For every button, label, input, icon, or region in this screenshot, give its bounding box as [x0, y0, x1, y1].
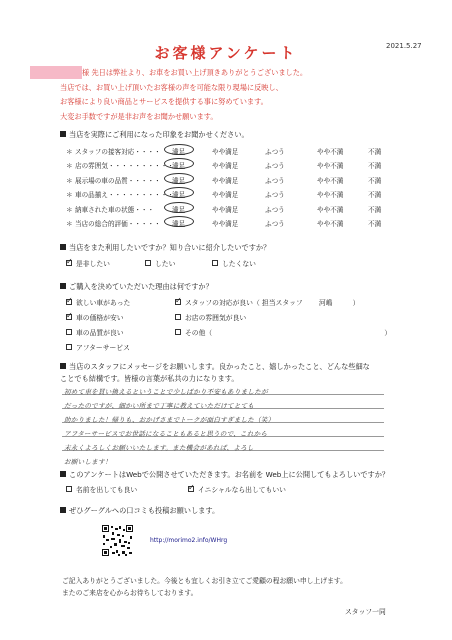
rating-option[interactable]: やや満足 — [212, 148, 239, 156]
selected-circle-icon — [164, 173, 194, 184]
qr-module — [118, 554, 120, 556]
qr-module — [102, 531, 109, 532]
qr-module — [126, 531, 133, 532]
rating-option[interactable]: 不満 — [368, 220, 382, 228]
greeting-line: お客様により良い商品とサービスを提供する事に努めています。 — [60, 97, 268, 106]
rating-option[interactable]: 満足 — [172, 148, 186, 156]
rating-row — [66, 218, 446, 230]
rating-option[interactable]: ふつう — [265, 191, 285, 200]
option-label: その他（ — [185, 329, 213, 337]
reason-after-service[interactable] — [66, 342, 130, 352]
qr-module — [122, 535, 124, 537]
checkbox[interactable] — [66, 329, 72, 335]
option-label: お店の雰囲気が良い — [185, 314, 247, 322]
rating-option[interactable]: 不満 — [368, 191, 382, 200]
qr-module — [115, 528, 118, 530]
qr-module — [103, 535, 105, 538]
footer-signature: スタッフ一同 — [345, 608, 386, 616]
qr-module — [104, 527, 107, 530]
rating-option[interactable]: やや不満 — [317, 191, 344, 200]
rating-row — [66, 146, 446, 158]
rating-item-label: 当店の総合的評価・・・・・ — [75, 220, 161, 228]
checkbox[interactable]: ✓ — [188, 483, 195, 492]
reason-wanted-car[interactable] — [66, 297, 130, 307]
rating-option[interactable]: 満足 — [172, 205, 186, 214]
qr-module — [129, 552, 132, 554]
rating-option[interactable]: 満足 — [172, 162, 186, 171]
qr-module — [123, 529, 125, 531]
rating-option[interactable]: 不満 — [368, 176, 382, 185]
selected-circle-icon — [164, 216, 194, 227]
reason-low-price[interactable] — [66, 312, 124, 322]
qr-module — [114, 543, 117, 546]
checkbox[interactable]: ✓ — [175, 296, 182, 305]
rating-option[interactable]: やや不満 — [317, 148, 344, 156]
rating-option[interactable]: やや不満 — [317, 220, 344, 228]
rating-row — [66, 175, 446, 187]
rating-option[interactable]: ふつう — [265, 205, 285, 214]
square-bullet-icon — [60, 131, 66, 137]
footer-line: ご記入ありがとうございました。今後とも宜しくお引き立てご愛顧の程お願い申し上げます。 — [62, 577, 347, 585]
rating-row — [66, 204, 446, 216]
rating-option[interactable]: 不満 — [368, 205, 382, 214]
option-label: 車の価格が安い — [76, 314, 124, 322]
qr-module — [119, 526, 121, 529]
question-4-text: 当店のスタッフにメッセージをお願いします。良かったこと、嬉しかったこと、どんな些細な — [69, 362, 370, 371]
question-5-text: このアンケートはWebで公開させていただきます。お名前を Web上に公開してもよろしいですか？ — [69, 470, 390, 479]
handwritten-line: 末永くよろしくお願いいたします。また機会があれば、よろし — [64, 444, 254, 452]
asterisk-icon: ＊ — [66, 191, 73, 200]
rating-option[interactable]: 満足 — [172, 220, 186, 228]
qr-module — [119, 539, 121, 543]
survey-title: お客様アンケート — [154, 44, 298, 62]
question-3 — [60, 282, 213, 292]
option-label: イニシャルなら出してもいい — [198, 486, 286, 494]
qr-module — [104, 551, 107, 554]
question-6-text: ぜひグーグルへの口コミも投稿お願いします。 — [69, 506, 220, 515]
reason-quality[interactable] — [66, 327, 124, 337]
qr-code-icon[interactable] — [102, 525, 133, 556]
qr-module — [117, 534, 120, 536]
option-willing[interactable] — [145, 258, 175, 268]
rating-option[interactable]: 不満 — [368, 148, 382, 156]
checkbox[interactable] — [175, 314, 181, 320]
rating-option[interactable]: ふつう — [265, 176, 285, 185]
rating-option[interactable]: やや不満 — [317, 205, 344, 214]
selected-circle-icon — [164, 144, 194, 155]
question-1-text: 当店を実際にご利用になった印象をお聞かせください。 — [69, 130, 249, 139]
question-4 — [60, 362, 370, 372]
question-1 — [60, 130, 249, 140]
question-4-line2: ことでも結構です。皆様の言葉が私共の力になります。 — [60, 374, 239, 383]
option-label: したい — [155, 260, 176, 268]
staff-name-handwritten: 河嶋 — [318, 299, 333, 307]
qr-module — [112, 552, 115, 554]
checkbox[interactable] — [66, 344, 72, 350]
reason-staff[interactable] — [175, 297, 359, 307]
review-url-link[interactable]: http://morimo2.info/WHrg — [150, 537, 228, 544]
question-6 — [60, 506, 219, 516]
reason-other[interactable] — [175, 327, 391, 337]
option-show-name[interactable] — [66, 484, 137, 494]
qr-module — [102, 555, 109, 556]
rating-option[interactable]: やや満足 — [212, 205, 239, 214]
rating-option[interactable]: やや満足 — [212, 162, 239, 171]
option-label: アフターサービス — [76, 344, 130, 352]
selected-circle-icon — [164, 187, 194, 198]
rating-item-label: 納車された車の状態・・・ — [75, 205, 155, 214]
footer-line: またのご来店を心からお待ちしております。 — [62, 589, 198, 597]
qr-module — [116, 550, 118, 553]
handwritten-line: だったのですが、細かい所まで丁寧に教えていただけてとても — [64, 402, 255, 410]
qr-module — [103, 543, 105, 545]
qr-module — [128, 542, 130, 544]
option-label: スタッフの対応が良い（ 担当スタッフ — [185, 299, 303, 307]
handwritten-line: アフターサービスでお世話になることもあると思うので、これから — [64, 430, 268, 438]
rating-option[interactable]: やや不満 — [317, 162, 344, 171]
rating-option[interactable]: ふつう — [265, 148, 285, 156]
greeting-line: 当店では、お買い上げ頂いたお客様の声を可能な限り現場に反映し、 — [60, 82, 283, 92]
qr-module — [111, 526, 113, 528]
footer-block — [62, 575, 442, 599]
option-label: したくない — [222, 260, 256, 268]
rating-option[interactable]: やや満足 — [212, 220, 239, 228]
greeting-block — [60, 66, 440, 124]
rating-option[interactable]: 不満 — [368, 162, 382, 171]
rating-row — [66, 189, 446, 201]
option-label: 是非したい — [76, 260, 110, 268]
checkbox[interactable] — [66, 486, 72, 492]
square-bullet-icon — [60, 471, 66, 477]
greeting-line: 大変お手数ですが是非お声をお聞かせ願います。 — [60, 111, 218, 121]
square-bullet-icon — [60, 363, 66, 369]
checkbox[interactable] — [175, 329, 181, 335]
question-2 — [60, 243, 270, 253]
option-highly-willing[interactable] — [66, 258, 110, 268]
qr-module — [112, 532, 114, 535]
reason-atmosphere[interactable] — [175, 312, 246, 322]
rating-option[interactable]: 満足 — [172, 191, 186, 200]
rating-option[interactable]: やや満足 — [212, 176, 239, 185]
checkbox[interactable] — [212, 260, 218, 266]
checkbox[interactable] — [145, 260, 151, 266]
option-not-willing[interactable] — [212, 258, 256, 268]
rating-option[interactable]: やや満足 — [212, 191, 239, 200]
qr-module — [125, 554, 127, 556]
qr-module — [121, 545, 125, 547]
option-label: 名前を出しても良い — [76, 486, 138, 494]
qr-module — [128, 527, 131, 530]
option-label: 欲しい車があった — [76, 299, 131, 307]
square-bullet-icon — [60, 244, 66, 250]
rating-option[interactable]: ふつう — [265, 162, 285, 171]
rating-row — [66, 160, 446, 172]
selected-circle-icon — [164, 158, 194, 169]
question-3-text: ご購入を決めていただいた理由は何ですか？ — [69, 282, 213, 291]
rating-item-label: 車の品揃え・・・・・・・・・・ — [75, 191, 174, 200]
square-bullet-icon — [60, 283, 66, 289]
qr-module — [111, 538, 115, 540]
handwritten-line: お願いします！ — [64, 458, 112, 466]
close-paren: ） — [352, 299, 360, 307]
option-initials[interactable] — [188, 484, 286, 494]
rating-option[interactable]: やや不満 — [317, 176, 344, 185]
asterisk-icon: ＊ — [66, 220, 73, 228]
rating-option[interactable]: ふつう — [265, 220, 285, 228]
checkbox[interactable]: ✓ — [66, 311, 73, 320]
asterisk-icon: ＊ — [66, 162, 73, 171]
greeting-line: 様 先日は弊社より、お車をお買い上げ頂きありがとうございました。 — [82, 68, 308, 77]
rating-item-label: 展示場の車の品質・・・・・ — [75, 176, 161, 185]
checkbox[interactable]: ✓ — [66, 296, 73, 305]
survey-date: 2021.5.27 — [386, 42, 422, 50]
asterisk-icon: ＊ — [66, 148, 73, 156]
rating-option[interactable]: 満足 — [172, 176, 186, 185]
close-paren: ） — [384, 329, 392, 337]
question-2-text: 当店をまた利用したいですか？知り合いに紹介したいですか？ — [69, 243, 271, 252]
qr-module — [127, 547, 130, 549]
option-label: 車の品質が良い — [76, 329, 124, 337]
qr-module — [130, 536, 132, 539]
handwritten-line: 助かりました！帰りも、おかげさまでトークが面白すぎました（笑） — [64, 416, 275, 424]
checkbox[interactable]: ✓ — [66, 257, 73, 266]
qr-module — [106, 539, 109, 541]
asterisk-icon: ＊ — [66, 176, 73, 185]
qr-module — [124, 541, 127, 543]
rating-item-label: スタッフの接客対応・・・・ — [75, 148, 161, 156]
question-5 — [60, 470, 389, 480]
rating-item-label: 店の雰囲気・・・・・・・・・・ — [75, 162, 174, 171]
qr-module — [110, 546, 112, 548]
square-bullet-icon — [60, 507, 66, 513]
asterisk-icon: ＊ — [66, 205, 73, 214]
handwritten-line: 初めて車を買い換えるということで少しばかり不安もありましたが — [64, 388, 268, 396]
selected-circle-icon — [164, 202, 194, 213]
